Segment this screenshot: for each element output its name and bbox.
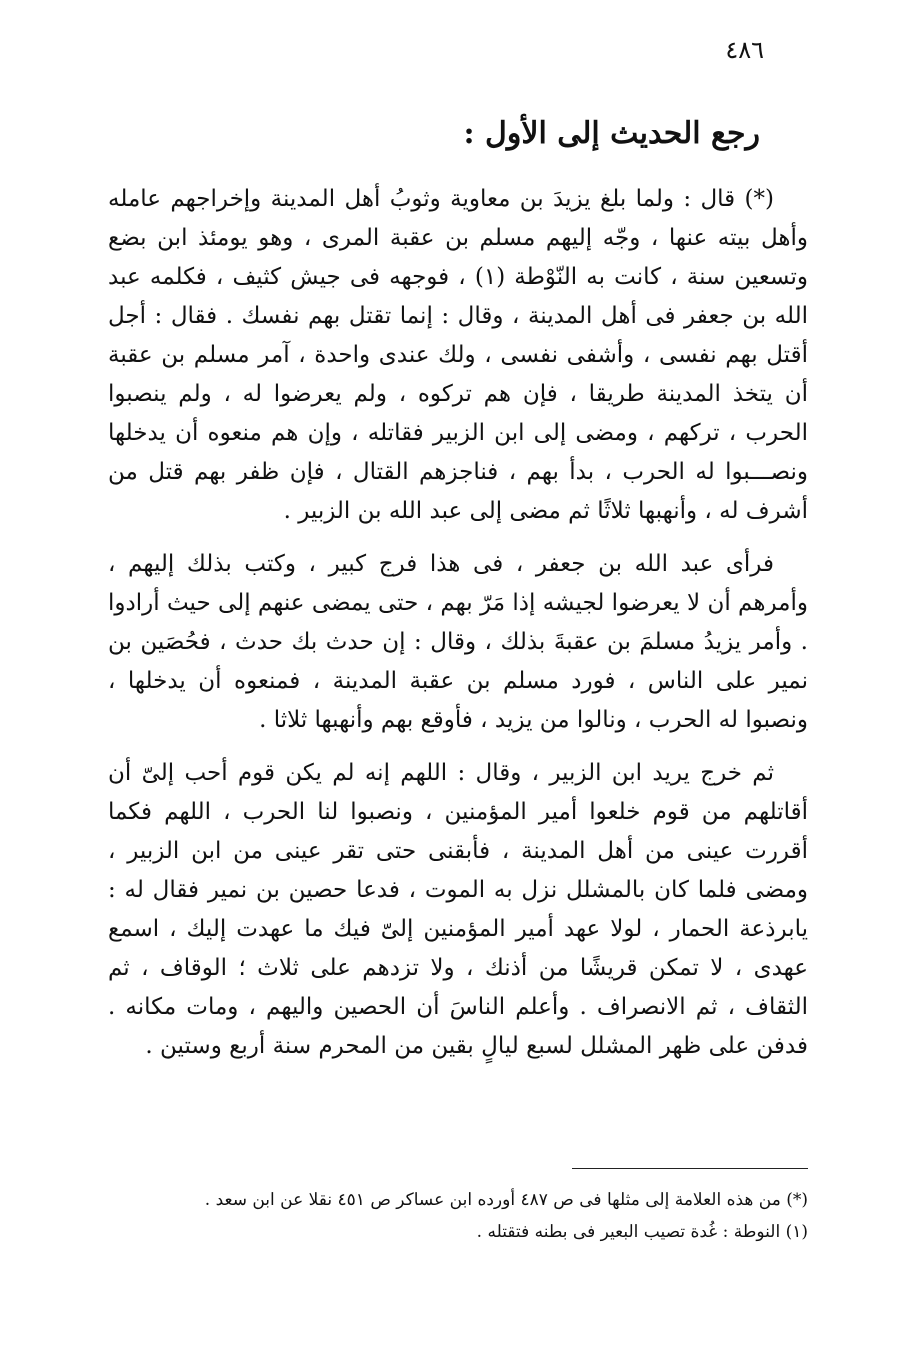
paragraph-3: ثم خرج يريد ابن الزبير ، وقال : اللهم إنه لم يكن قوم أحب إلىّ أن أقاتلهم من قوم خلعوا أمير المؤمنين ، ونصبوا لنا الحرب ، اللهم فكما أقررت عينى من أهل المدينة ، فأبقنى حتى تقر عينى من ابن الزبير ، ومضى فلما كان بالمشلل نزل به الموت ، فدعا حصين بن نمير فقال له : يابرذعة الحمار ، لولا عهد أمير المؤمنين إلىّ فيك ما عهدت إليك ، اسمع عهدى ، لا تمكن قريشًا من أذنك ، ولا تزدهم على ثلاث ؛ الوقاف ، ثم الثقاف ، ثم الانصراف . وأعلم الناسَ أن الحصين واليهم ، ومات مكانه . فدفن على ظهر المشلل لسبع ليالٍ بقين من المحرم سنة أربع وستين .	[108, 760, 809, 1059]
paragraph-1: (*) قال : ولما بلغ يزيدَ بن معاوية وثوبُ أهل المدينة وإخراجهم عامله وأهل بيته عنها ، وجّه إليهم مسلم بن عقبة المرى ، وهو يومئذ ابن بضع وتسعين سنة ، كانت به النّوْطة (١) ، فوجهه فى جيش كثيف ، فكلمه عبد الله بن جعفر فى أهل المدينة ، وقال : إنما تقتل بهم نفسك . فقال : أجل أقتل بهم نفسى ، وأشفى نفسى ، ولك عندى واحدة ، آمر مسلم بن عقبة أن يتخذ المدينة طريقا ، فإن هم تركوه ، ولم يعرضوا له ، ولم ينصبوا الحرب ، تركهم ، ومضى إلى ابن الزبير فقاتله ، وإن هم منعوه أن يدخلها ونصـــبوا له الحرب ، بدأ بهم ، فناجزهم القتال ، فإن ظفر بهم قتل من أشرف له ، وأنهبها ثلاثًا ثم مضى إلى عبد الله بن الزبير .	[108, 186, 808, 524]
page-number: ٤٨٦	[725, 36, 764, 64]
body-text	[108, 180, 808, 1080]
footnote-2: (١) النوطة : غُدة تصيب البعير فى بطنه فتقتله .	[476, 1222, 808, 1242]
section-heading: رجع الحديث إلى الأول :	[463, 116, 760, 151]
footnote-divider	[572, 1168, 808, 1169]
paragraph-2: فرأى عبد الله بن جعفر ، فى هذا فرج كبير ، وكتب بذلك إليهم ، وأمرهم أن لا يعرضوا لجيشه إذا مَرّ بهم ، حتى يمضى عنهم إلى حيث أرادوا . وأمر يزيدُ مسلمَ بن عقبةَ بذلك ، وقال : إن حدث بك حدث ، فحُصَين بن نمير على الناس ، فورد مسلم بن عقبة المدينة ، فمنعوه أن يدخلها ، ونصبوا له الحرب ، ونالوا من يزيد ، فأوقع بهم وأنهبها ثلاثا .	[108, 551, 808, 733]
footnotes	[108, 1184, 808, 1248]
footnote-1: (*) من هذه العلامة إلى مثلها فى ص ٤٨٧ أورده ابن عساكر ص ٤٥١ نقلا عن ابن سعد .	[204, 1190, 808, 1210]
